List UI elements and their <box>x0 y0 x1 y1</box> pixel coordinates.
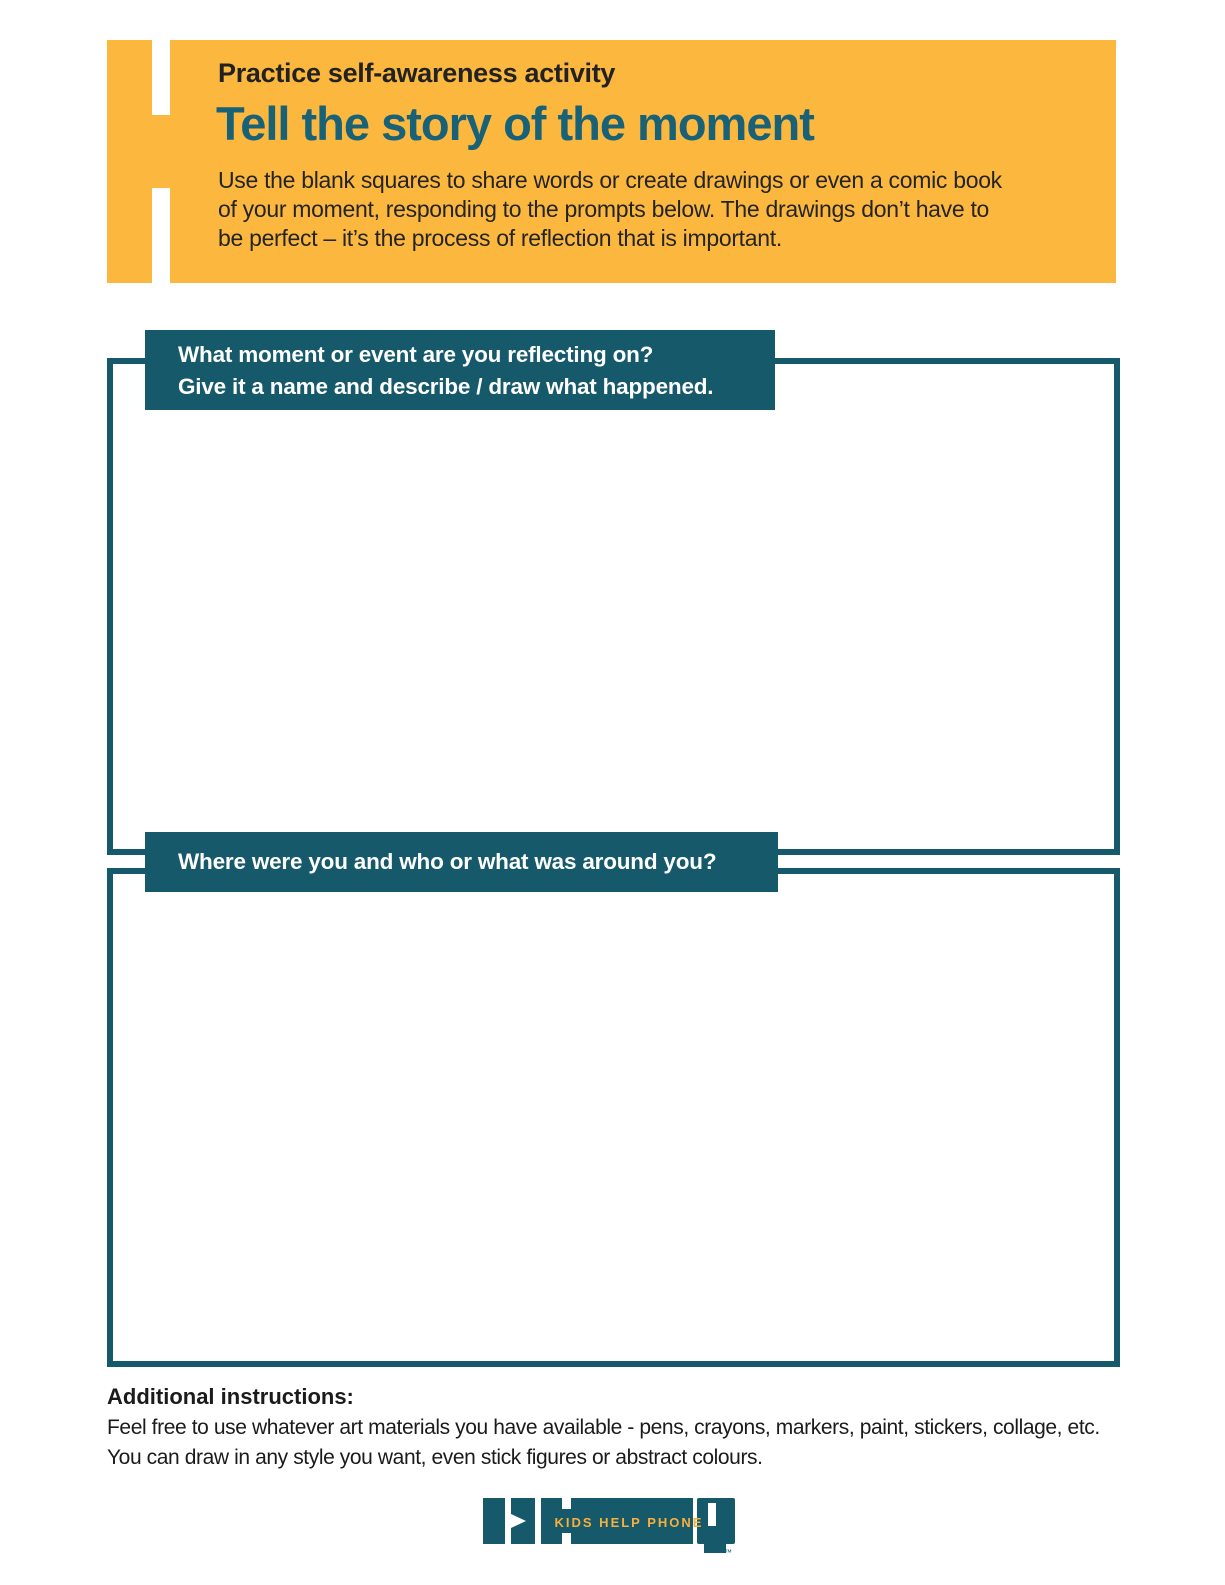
activity-eyebrow: Practice self-awareness activity <box>218 58 616 88</box>
trademark-symbol: ™ <box>724 1548 732 1556</box>
drawing-area-2 <box>107 868 1120 1367</box>
logo-wordmark: KIDS HELP PHONE <box>554 1515 704 1530</box>
banner-accent-crossbar <box>152 115 170 188</box>
kids-help-phone-logo <box>483 1498 735 1556</box>
description-line: Use the blank squares to share words or create drawings or even a comic book <box>218 167 1002 193</box>
prompt-label-2 <box>145 832 778 892</box>
banner-accent-bar <box>107 40 152 283</box>
description-line: of your moment, responding to the prompts below. The drawings don’t have to <box>218 196 990 222</box>
drawing-area-1 <box>107 358 1120 855</box>
instruction-line: You can draw in any style you want, even stick figures or abstract colours. <box>107 1446 763 1469</box>
prompt-text: Where were you and who or what was around you? <box>178 849 717 874</box>
additional-instructions-text <box>107 1413 1100 1473</box>
khp-logo-graphic <box>483 1498 735 1556</box>
description-line: be perfect – it’s the process of reflection that is important. <box>218 225 782 251</box>
prompt-text: Give it a name and describe / draw what happened. <box>178 374 714 399</box>
instruction-line: Feel free to use whatever art materials you have available - pens, crayons, markers, paint, stickers, collage, etc. <box>107 1416 1100 1439</box>
prompt-text: What moment or event are you reflecting on? <box>178 342 654 367</box>
activity-description <box>218 166 1002 253</box>
prompt-label-1 <box>145 330 775 410</box>
page-title: Tell the story of the moment <box>216 97 814 150</box>
additional-instructions-heading: Additional instructions: <box>107 1384 354 1409</box>
header-banner <box>170 40 1116 283</box>
